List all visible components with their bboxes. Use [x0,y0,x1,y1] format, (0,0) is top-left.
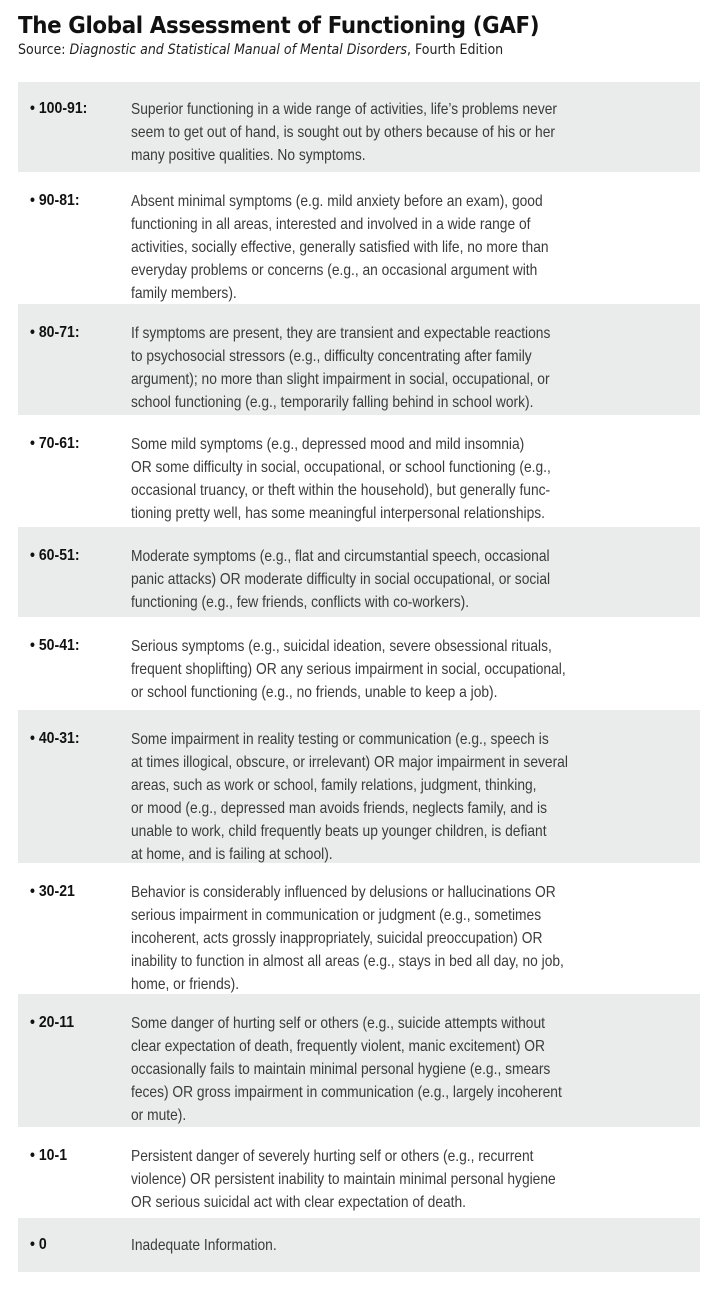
score-description [131,1234,683,1257]
score-description [131,1012,683,1127]
description-line: OR serious suicidal act with clear expectation of death. [131,1194,467,1211]
score-description [131,322,683,414]
source-line [18,41,648,59]
score-description [131,190,683,305]
gaf-row [18,304,700,415]
score-range-label: • 20-11 [30,1014,75,1031]
description-line: argument); no more than slight impairment in social, occupational, or [131,371,550,388]
gaf-row [18,82,700,172]
score-range-label: • 100-91: [30,100,88,117]
description-line: feces) OR gross impairment in communication (e.g., largely incoherent [131,1084,562,1101]
source-suffix: , Fourth Edition [406,42,504,58]
description-line: panic attacks) OR moderate difficulty in social occupational, or social [131,571,551,588]
description-line: Some impairment in reality testing or communication (e.g., speech is [131,731,549,748]
description-line: tioning pretty well, has some meaningful interpersonal relationships. [131,505,545,522]
score-range-label: • 10-1 [30,1147,68,1164]
description-line: violence) OR persistent inability to maintain minimal personal hygiene [131,1171,556,1188]
gaf-row [18,415,700,527]
description-line: family members). [131,285,237,302]
description-line: or mood (e.g., depressed man avoids friends, neglects family, and is [131,800,548,817]
description-line: Superior functioning in a wide range of activities, life’s problems never [131,101,557,118]
gaf-row [18,617,700,710]
score-description [131,881,683,996]
score-description [131,545,683,614]
description-line: Some mild symptoms (e.g., depressed mood and mild insomnia) [131,436,525,453]
description-line: activities, socially effective, generally satisfied with life, no more than [131,239,549,256]
description-line: Absent minimal symptoms (e.g. mild anxiety before an exam), good [131,193,543,210]
score-range-label: • 0 [30,1236,47,1253]
description-line: serious impairment in communication or judgment (e.g., sometimes [131,907,542,924]
gaf-row [18,1218,700,1272]
description-line: inability to function in almost all areas (e.g., stays in bed all day, no job, [131,953,564,970]
description-line: Moderate symptoms (e.g., flat and circumstantial speech, occasional [131,548,550,565]
header [18,12,718,59]
score-range-label: • 60-51: [30,547,80,564]
description-line: If symptoms are present, they are transient and expectable reactions [131,325,551,342]
score-range-label: • 90-81: [30,192,80,209]
page-title: The Global Assessment of Functioning (GAF) [18,13,540,39]
description-line: OR some difficulty in social, occupational, or school functioning (e.g., [131,459,551,476]
description-line: or school functioning (e.g., no friends, unable to keep a job). [131,684,498,701]
description-line: occasionally fails to maintain minimal personal hygiene (e.g., smears [131,1061,551,1078]
description-line: everyday problems or concerns (e.g., an occasional argument with [131,262,538,279]
description-line: home, or friends). [131,976,240,993]
description-line: incoherent, acts grossly inappropriately, suicidal preoccupation) OR [131,930,543,947]
description-line: school functioning (e.g., temporarily falling behind in school work). [131,394,534,411]
gaf-row [18,863,700,994]
description-line: functioning in all areas, interested and involved in a wide range of [131,216,531,233]
gaf-row [18,527,700,617]
description-line: many positive qualities. No symptoms. [131,147,366,164]
description-line: Persistent danger of severely hurting self or others (e.g., recurrent [131,1148,534,1165]
description-line: Behavior is considerably influenced by delusions or hallucinations OR [131,884,556,901]
gaf-row [18,994,700,1127]
score-range-label: • 70-61: [30,435,80,452]
gaf-row [18,710,700,863]
score-description [131,98,683,167]
description-line: Serious symptoms (e.g., suicidal ideation, severe obsessional rituals, [131,638,552,655]
score-description [131,728,683,866]
score-range-label: • 50-41: [30,637,80,654]
description-line: Inadequate Information. [131,1237,277,1254]
score-range-label: • 30-21 [30,883,75,900]
source-title: Diagnostic and Statistical Manual of Mental Disorders [69,42,407,58]
score-description [131,635,683,704]
description-line: unable to work, child frequently beats up younger children, is defiant [131,823,547,840]
description-line: functioning (e.g., few friends, conflicts with co-workers). [131,594,470,611]
description-line: frequent shoplifting) OR any serious impairment in social, occupational, [131,661,566,678]
description-line: areas, such as work or school, family relations, judgment, thinking, [131,777,537,794]
description-line: to psychosocial stressors (e.g., difficulty concentrating after family [131,348,532,365]
description-line: occasional truancy, or theft within the household), but generally func- [131,482,551,499]
description-line: or mute). [131,1107,187,1124]
description-line: seem to get out of hand, is sought out by others because of his or her [131,124,555,141]
description-line: at times illogical, obscure, or irrelevant) OR major impairment in several [131,754,568,771]
description-line: clear expectation of death, frequently violent, manic excitement) OR [131,1038,545,1055]
score-range-label: • 80-71: [30,324,80,341]
score-range-label: • 40-31: [30,730,80,747]
gaf-row [18,172,700,304]
source-prefix: Source: [18,42,70,58]
score-description [131,433,683,525]
gaf-row [18,1127,700,1218]
description-line: at home, and is failing at school). [131,846,333,863]
description-line: Some danger of hurting self or others (e.g., suicide attempts without [131,1015,545,1032]
score-description [131,1145,683,1214]
